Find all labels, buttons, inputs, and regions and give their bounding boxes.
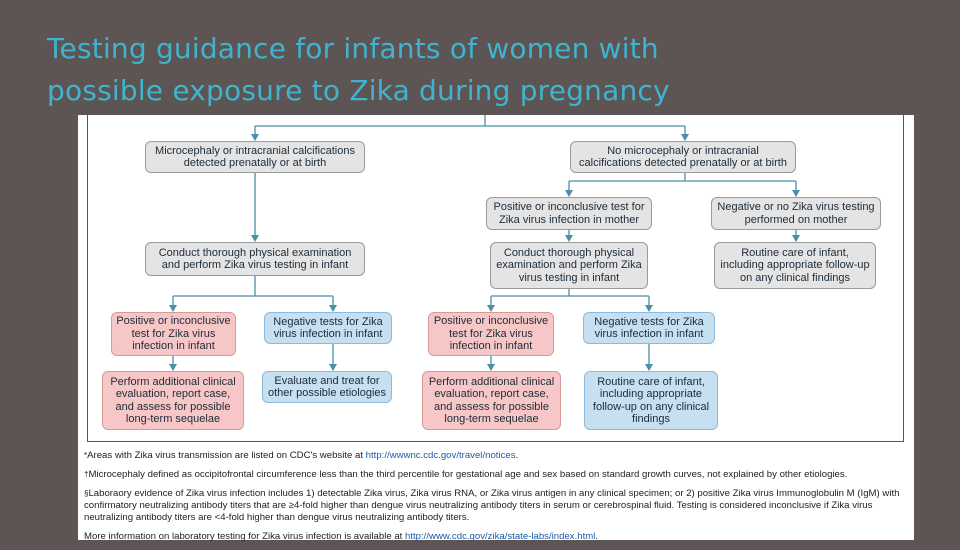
footnotes (84, 450, 908, 550)
box-left-condition (145, 141, 365, 173)
box-mother-positive (486, 197, 652, 230)
box-right-positive-action (422, 371, 561, 430)
box-left-negative-text: Negative tests for Zika virus infection in infant (273, 315, 383, 340)
box-left-negative-action-text: Evaluate and treat for other possible etiologies (267, 374, 387, 399)
box-right-negative (583, 312, 715, 344)
footnote-4-link[interactable]: http://www.cdc.gov/zika/state-labs/index.html (405, 531, 596, 542)
box-left-positive-action-text: Perform additional clinical evaluation, report case, and assess for possible long-term sequelae (110, 375, 236, 425)
box-left-negative-action (262, 371, 392, 403)
title-line-2: possible exposure to Zika during pregnancy (47, 74, 670, 107)
footnote-4 (84, 531, 908, 543)
footnote-3 (84, 488, 908, 524)
box-left-exam-text: Conduct thorough physical examination and perform Zika virus testing in infant (158, 246, 352, 271)
box-right-condition-text: No microcephaly or intracranial calcifications detected prenatally or at birth (579, 144, 787, 169)
box-mother-negative-text: Negative or no Zika virus testing performed on mother (717, 201, 875, 226)
title-line-1: Testing guidance for infants of women with (47, 32, 659, 65)
box-right-routine-text: Routine care of infant, including appropriate follow-up on any clinical findings (720, 246, 870, 284)
box-mother-negative (711, 197, 881, 230)
footnote-3-symbol: § (84, 489, 89, 498)
box-right-negative-action (584, 371, 718, 430)
box-right-negative-text: Negative tests for Zika virus infection in infant (594, 315, 704, 340)
footnote-2 (84, 469, 908, 481)
footnote-2-text: Microcephaly defined as occipitofrontal circumference less than the third percentile for gestational age and sex based on standard growth curves, not explained by other etiologies. (88, 469, 848, 480)
footnote-1-end: . (515, 450, 519, 461)
flowchart-panel (78, 115, 914, 540)
box-left-exam (145, 242, 365, 276)
footnote-1-link[interactable]: http://wwwnc.cdc.gov/travel/notices (365, 450, 516, 461)
footnote-4-end: . (595, 531, 599, 542)
box-right-negative-action-text: Routine care of infant, including appropriate follow-up on any clinical findings (592, 375, 710, 425)
footnote-1-symbol: * (84, 451, 88, 460)
footnote-1 (84, 450, 908, 462)
box-right-exam (490, 242, 648, 289)
box-left-positive (111, 312, 236, 356)
box-left-condition-text: Microcephaly or intracranial calcifications detected prenatally or at birth (155, 144, 355, 169)
box-right-condition (570, 141, 796, 173)
footnote-1-text: Areas with Zika virus transmission are listed on CDC's website at (87, 450, 366, 461)
box-right-positive (428, 312, 554, 356)
box-right-exam-text: Conduct thorough physical examination and perform Zika virus testing in infant (496, 246, 642, 284)
box-right-positive-action-text: Perform additional clinical evaluation, report case, and assess for possible long-term sequelae (428, 375, 555, 425)
box-left-positive-action (102, 371, 244, 430)
box-left-negative (264, 312, 392, 344)
footnote-4-text: More information on laboratory testing for Zika virus infection is available at (84, 531, 406, 542)
footnote-2-symbol: † (84, 470, 89, 479)
footnote-3-text: Laboraory evidence of Zika virus infection includes 1) detectable Zika virus, Zika virus RNA, or Zika virus antigen in any clinical specimen; or 2) positive Zika virus Immunoglobulin M (IgM) with confirmatory neutralizing antibody titers that are ≥4-fold higher than dengue virus neutralizing antibody titers in serum or cerebrospinal fluid. Testing is considered inconclusive if Zika virus neutralizing antibody titers are <4-fold higher than dengue virus neutralizing antibody titers. (84, 488, 900, 523)
box-right-positive-text: Positive or inconclusive test for Zika virus infection in infant (433, 315, 549, 353)
box-mother-positive-text: Positive or inconclusive test for Zika virus infection in mother (493, 201, 645, 226)
box-left-positive-text: Positive or inconclusive test for Zika virus infection in infant (116, 315, 231, 353)
slide-title (47, 28, 907, 112)
box-right-routine (714, 242, 876, 289)
